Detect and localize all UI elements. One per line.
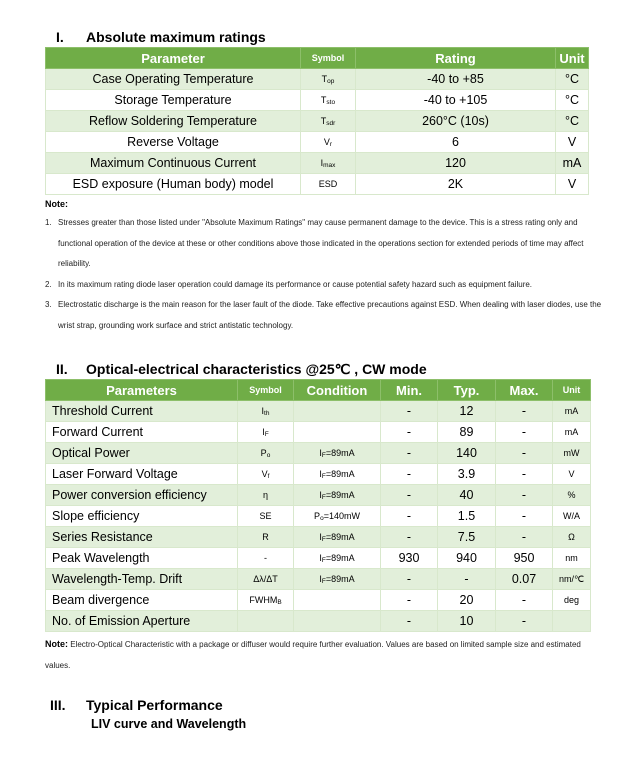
unit-cell	[553, 401, 591, 422]
symbol-cell	[301, 132, 356, 153]
parameter-cell	[46, 548, 238, 569]
min-cell	[381, 527, 438, 548]
parameter-text: Case Operating Temperature	[92, 72, 254, 86]
symbol-text: R	[262, 531, 269, 542]
condition-value: =89mA	[325, 468, 355, 479]
section-3-heading	[50, 697, 223, 713]
rating-text: 6	[452, 135, 459, 149]
condition-cell	[294, 422, 381, 443]
symbol-subscript: r	[329, 140, 333, 148]
table-row	[46, 443, 591, 464]
min-value: 930	[398, 551, 420, 565]
max-cell	[496, 569, 553, 590]
symbol-cell	[238, 506, 294, 527]
symbol-cell	[238, 422, 294, 443]
absolute-max-ratings-table	[45, 47, 589, 195]
table-row	[46, 422, 591, 443]
max-cell	[496, 506, 553, 527]
unit-cell	[553, 422, 591, 443]
table-row	[46, 174, 589, 195]
max-value: -	[521, 593, 527, 607]
symbol-text: I	[261, 405, 265, 416]
unit-cell	[556, 111, 589, 132]
unit-text: °C	[564, 114, 580, 128]
section-2-heading	[56, 361, 427, 378]
parameter-cell	[46, 506, 238, 527]
condition-subscript: o	[320, 514, 324, 522]
parameter-text: Beam divergence	[52, 593, 150, 607]
section-2-note-label: Note:	[45, 639, 68, 649]
typ-value: -	[464, 572, 469, 586]
min-cell	[381, 443, 438, 464]
parameter-cell	[46, 569, 238, 590]
note-number: 2.	[45, 279, 52, 289]
symbol-subscript: op	[327, 77, 335, 85]
table-header-row	[46, 380, 591, 401]
section-1-notes	[45, 213, 605, 336]
min-value: -	[406, 614, 412, 628]
symbol-cell	[238, 611, 294, 632]
symbol-text: I	[320, 157, 324, 168]
condition-cell	[294, 464, 381, 485]
table-row	[46, 569, 591, 590]
rating-cell	[356, 90, 556, 111]
parameter-cell	[46, 485, 238, 506]
condition-text: I	[319, 447, 322, 458]
symbol-cell	[301, 69, 356, 90]
unit-text: mA	[562, 156, 582, 170]
table-row	[46, 153, 589, 174]
parameter-cell	[46, 111, 301, 132]
parameter-text: Laser Forward Voltage	[52, 467, 178, 481]
parameter-text: Peak Wavelength	[52, 551, 150, 565]
unit-text: °C	[564, 93, 580, 107]
condition-subscript: F	[321, 535, 326, 543]
section-1-note-label: Note:	[45, 199, 68, 209]
min-value: -	[406, 530, 412, 544]
condition-text: I	[319, 489, 322, 500]
unit-cell	[553, 506, 591, 527]
note-item	[45, 213, 605, 275]
max-cell	[496, 590, 553, 611]
condition-subscript: F	[321, 472, 326, 480]
unit-text: mA	[564, 427, 579, 437]
unit-cell	[553, 569, 591, 590]
parameter-cell	[46, 590, 238, 611]
symbol-cell	[301, 153, 356, 174]
max-cell	[496, 548, 553, 569]
unit-cell	[553, 485, 591, 506]
max-cell	[496, 401, 553, 422]
rating-cell	[356, 153, 556, 174]
header-parameter: Parameter	[46, 48, 301, 69]
rating-text: 120	[445, 156, 466, 170]
typ-cell	[438, 506, 496, 527]
min-cell	[381, 506, 438, 527]
symbol-cell	[301, 174, 356, 195]
typ-value: 140	[456, 446, 477, 460]
typ-cell	[438, 422, 496, 443]
parameter-text: Series Resistance	[52, 530, 153, 544]
symbol-text: Δλ/ΔT	[253, 573, 278, 584]
section-1-heading	[56, 29, 266, 45]
unit-text: %	[567, 490, 576, 500]
header-unit: Unit	[553, 380, 591, 401]
unit-text: W/A	[563, 511, 580, 521]
typ-cell	[438, 485, 496, 506]
rating-cell	[356, 111, 556, 132]
parameter-text: Reverse Voltage	[127, 135, 219, 149]
max-value: -	[521, 530, 527, 544]
symbol-text: T	[321, 73, 328, 84]
symbol-cell	[301, 90, 356, 111]
symbol-text: I	[262, 426, 265, 437]
parameter-text: Optical Power	[52, 446, 130, 460]
header-min: Min.	[381, 380, 438, 401]
parameter-cell	[46, 90, 301, 111]
unit-cell	[553, 527, 591, 548]
symbol-text: P	[260, 447, 267, 458]
table-row	[46, 69, 589, 90]
max-value: 950	[513, 551, 535, 565]
typ-cell	[438, 569, 496, 590]
table-row	[46, 132, 589, 153]
section-2-number: II.	[56, 361, 68, 377]
note-item	[45, 295, 605, 336]
symbol-text: V	[261, 468, 268, 479]
unit-text: V	[568, 469, 575, 479]
section-3-number: III.	[50, 697, 66, 713]
condition-text: I	[319, 531, 322, 542]
table-row	[46, 590, 591, 611]
typ-cell	[438, 464, 496, 485]
typ-cell	[438, 611, 496, 632]
typ-value: 7.5	[457, 530, 476, 544]
condition-text: I	[319, 552, 322, 563]
typ-value: 20	[459, 593, 474, 607]
rating-text: -40 to +85	[427, 72, 484, 86]
parameter-text: Storage Temperature	[114, 93, 232, 107]
parameter-text: No. of Emission Aperture	[52, 614, 191, 628]
header-rating: Rating	[356, 48, 556, 69]
condition-subscript: F	[321, 556, 326, 564]
min-cell	[381, 590, 438, 611]
unit-text: Ω	[568, 532, 575, 542]
max-value: -	[521, 509, 527, 523]
parameter-cell	[46, 69, 301, 90]
max-cell	[496, 485, 553, 506]
typ-value: 3.9	[457, 467, 476, 481]
section-2-title: Optical-electrical characteristics @25℃ , CW mode	[86, 361, 427, 377]
unit-cell	[556, 132, 589, 153]
table-row	[46, 401, 591, 422]
optical-electrical-table	[45, 379, 591, 632]
typ-cell	[438, 443, 496, 464]
symbol-text: ESD	[318, 178, 338, 189]
parameter-cell	[46, 401, 238, 422]
min-value: -	[406, 488, 412, 502]
symbol-cell	[238, 443, 294, 464]
max-cell	[496, 422, 553, 443]
unit-cell	[553, 548, 591, 569]
note-number: 1.	[45, 218, 52, 227]
symbol-cell	[238, 464, 294, 485]
typ-cell	[438, 590, 496, 611]
table-row	[46, 111, 589, 132]
max-value: -	[521, 425, 527, 439]
unit-text: mA	[564, 406, 579, 416]
symbol-text: FWHM	[249, 594, 278, 605]
parameter-cell	[46, 527, 238, 548]
rating-text: -40 to +105	[423, 93, 488, 107]
condition-subscript: F	[321, 451, 326, 459]
symbol-subscript: sto	[326, 98, 336, 106]
symbol-text: T	[320, 115, 327, 126]
table-row	[46, 527, 591, 548]
section-1-number: I.	[56, 29, 64, 45]
note-text: Electrostatic discharge is the main reason for the laser fault of the diode. Take effective precautions against ESD. When dealing with laser diodes, use the wrist strap, grounding work surface and strict antistatic technology.	[58, 300, 602, 330]
note-number: 3.	[45, 300, 52, 309]
symbol-cell	[238, 527, 294, 548]
symbol-text: η	[262, 489, 268, 500]
parameter-cell	[46, 422, 238, 443]
condition-value: =89mA	[325, 489, 355, 500]
note-item	[45, 275, 605, 296]
condition-subscript: F	[321, 577, 326, 585]
table-row	[46, 90, 589, 111]
parameter-text: Slope efficiency	[52, 509, 140, 523]
typ-value: 12	[459, 404, 474, 418]
condition-cell	[294, 401, 381, 422]
parameter-text: Wavelength-Temp. Drift	[52, 572, 183, 586]
max-cell	[496, 464, 553, 485]
condition-cell	[294, 485, 381, 506]
table-header-row	[46, 48, 589, 69]
unit-cell	[556, 174, 589, 195]
unit-text: deg	[563, 595, 580, 605]
condition-value: =140mW	[323, 510, 360, 521]
max-cell	[496, 611, 553, 632]
symbol-subscript: th	[264, 409, 270, 417]
header-symbol: Symbol	[238, 380, 294, 401]
unit-text: V	[567, 177, 577, 191]
min-value: -	[406, 593, 412, 607]
section-2-note-text: Electro-Optical Characteristic with a package or diffuser would require further evaluation. Values are based on limited sample size and estimated values.	[45, 640, 581, 670]
condition-cell	[294, 611, 381, 632]
symbol-cell	[238, 485, 294, 506]
section-3-title: Typical Performance	[86, 697, 223, 713]
min-value: -	[406, 572, 412, 586]
parameter-cell	[46, 174, 301, 195]
condition-cell	[294, 548, 381, 569]
condition-cell	[294, 527, 381, 548]
min-cell	[381, 611, 438, 632]
rating-text: 260°C (10s)	[422, 114, 489, 128]
table-row	[46, 506, 591, 527]
parameter-text: Reflow Soldering Temperature	[89, 114, 257, 128]
section-1-title: Absolute maximum ratings	[86, 29, 266, 45]
header-typ: Typ.	[438, 380, 496, 401]
max-value: 0.07	[511, 572, 537, 586]
min-cell	[381, 485, 438, 506]
typ-value: 1.5	[457, 509, 476, 523]
typ-cell	[438, 527, 496, 548]
section-2-note	[45, 634, 605, 676]
min-value: -	[406, 446, 412, 460]
unit-text: mW	[563, 448, 580, 458]
symbol-subscript: max	[323, 161, 336, 169]
unit-text: nm/℃	[558, 573, 585, 584]
max-value: -	[521, 404, 527, 418]
condition-cell	[294, 590, 381, 611]
rating-cell	[356, 174, 556, 195]
max-value: -	[521, 614, 527, 628]
symbol-subscript: sdr	[326, 119, 336, 127]
min-value: -	[406, 509, 412, 523]
max-cell	[496, 443, 553, 464]
max-cell	[496, 527, 553, 548]
unit-cell	[556, 153, 589, 174]
typ-value: 10	[459, 614, 474, 628]
parameter-text: Threshold Current	[52, 404, 153, 418]
condition-value: =89mA	[325, 552, 355, 563]
symbol-text: SE	[259, 510, 272, 521]
min-cell	[381, 548, 438, 569]
unit-text: °C	[564, 72, 580, 86]
header-condition: Condition	[294, 380, 381, 401]
parameter-text: Power conversion efficiency	[52, 488, 207, 502]
condition-value: =89mA	[325, 531, 355, 542]
rating-cell	[356, 132, 556, 153]
note-text: In its maximum rating diode laser operation could damage its performance or cause potential safety hazard such as equipment failure.	[58, 279, 533, 289]
parameter-text: ESD exposure (Human body) model	[72, 177, 274, 191]
header-max: Max.	[496, 380, 553, 401]
header-unit: Unit	[556, 48, 589, 69]
unit-cell	[553, 464, 591, 485]
symbol-subscript: f	[267, 472, 270, 480]
unit-cell	[553, 590, 591, 611]
unit-text: V	[567, 135, 577, 149]
min-cell	[381, 569, 438, 590]
min-value: -	[406, 404, 412, 418]
unit-cell	[556, 69, 589, 90]
condition-value: =89mA	[325, 573, 355, 584]
symbol-cell	[238, 569, 294, 590]
parameter-cell	[46, 153, 301, 174]
condition-text: P	[314, 510, 321, 521]
condition-cell	[294, 569, 381, 590]
symbol-subscript: B	[277, 598, 282, 606]
symbol-text: -	[264, 552, 267, 563]
parameter-cell	[46, 132, 301, 153]
parameter-cell	[46, 464, 238, 485]
typ-value: 940	[456, 551, 477, 565]
condition-cell	[294, 506, 381, 527]
table-row	[46, 548, 591, 569]
condition-value: =89mA	[325, 447, 355, 458]
min-cell	[381, 422, 438, 443]
condition-text: I	[319, 468, 322, 479]
symbol-cell	[238, 401, 294, 422]
unit-text: nm	[565, 553, 578, 563]
parameter-cell	[46, 611, 238, 632]
typ-value: 40	[459, 488, 474, 502]
table-row	[46, 485, 591, 506]
rating-text: 2K	[447, 177, 464, 191]
note-text: Stresses greater than those listed under "Absolute Maximum Ratings" may cause permanent damage to the device. This is a stress rating only and functional operation of the device at these or other conditions above those indicated in the operations section for extended periods of time may affect reliability.	[58, 218, 584, 268]
table-row	[46, 611, 591, 632]
unit-cell	[553, 443, 591, 464]
max-value: -	[521, 446, 527, 460]
unit-cell	[556, 90, 589, 111]
header-symbol: Symbol	[301, 48, 356, 69]
parameter-text: Forward Current	[52, 425, 143, 439]
symbol-text: V	[323, 136, 330, 147]
min-value: -	[406, 425, 412, 439]
symbol-text: T	[320, 94, 327, 105]
max-value: -	[521, 488, 527, 502]
symbol-subscript: o	[266, 451, 271, 459]
unit-cell	[553, 611, 591, 632]
max-value: -	[521, 467, 527, 481]
header-parameters: Parameters	[46, 380, 238, 401]
condition-text: I	[319, 573, 322, 584]
parameter-text: Maximum Continuous Current	[89, 156, 257, 170]
symbol-cell	[238, 590, 294, 611]
symbol-subscript: F	[264, 430, 269, 438]
section-3-subtitle: LIV curve and Wavelength	[91, 717, 247, 731]
symbol-cell	[301, 111, 356, 132]
typ-cell	[438, 401, 496, 422]
typ-value: 89	[459, 425, 474, 439]
min-cell	[381, 401, 438, 422]
condition-subscript: F	[321, 493, 326, 501]
parameter-cell	[46, 443, 238, 464]
min-value: -	[406, 467, 412, 481]
condition-cell	[294, 443, 381, 464]
rating-cell	[356, 69, 556, 90]
symbol-cell	[238, 548, 294, 569]
typ-cell	[438, 548, 496, 569]
min-cell	[381, 464, 438, 485]
table-row	[46, 464, 591, 485]
